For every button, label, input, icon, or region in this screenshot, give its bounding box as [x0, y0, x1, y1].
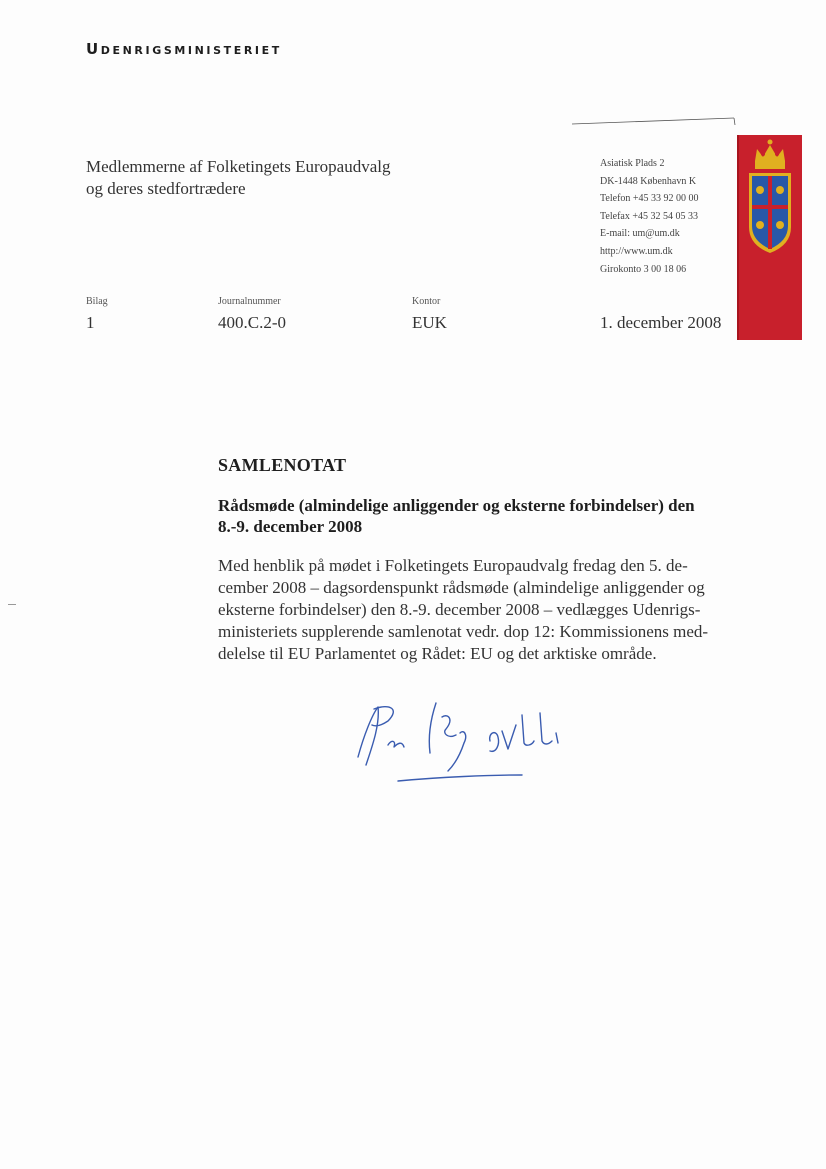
body-line: Med henblik på mødet i Folketingets Europaudvalg fredag den 5. de- [218, 556, 688, 575]
margin-mark [8, 604, 16, 605]
address-city: DK-1448 København K [600, 175, 697, 187]
subject-line: 8.-9. december 2008 [218, 517, 363, 536]
sender-address [600, 155, 699, 278]
recipient-line: Medlemmerne af Folketingets Europaudvalg [86, 157, 391, 176]
kontor-value: EUK [412, 313, 447, 332]
ministry-name: Udenrigsministeriet [86, 40, 282, 58]
address-street: Asiatisk Plads 2 [600, 158, 665, 169]
shield-icon [749, 173, 791, 253]
kontor-label: Kontor [412, 296, 441, 307]
body-line: cember 2008 – dagsordenspunkt rådsmøde (almindelige anliggender og [218, 578, 705, 597]
document-date: 1. december 2008 [600, 313, 722, 332]
body-line: delelse til EU Parlamentet og Rådet: EU og det arktiske område. [218, 644, 657, 663]
journal-value: 400.C.2-0 [218, 313, 286, 332]
address-email: E-mail: um@um.dk [600, 228, 680, 240]
address-web: http://www.um.dk [600, 245, 673, 257]
letterhead-rule [572, 117, 736, 125]
document-subject [218, 495, 738, 537]
document-title: SAMLENOTAT [218, 455, 347, 475]
recipient-block [86, 156, 391, 200]
bilag-value: 1 [86, 313, 95, 332]
address-giro: Girokonto 3 00 18 06 [600, 263, 687, 275]
coat-of-arms-banner [737, 135, 802, 340]
address-phone: Telefon +45 33 92 00 00 [600, 193, 699, 205]
bilag-label: Bilag [86, 296, 108, 307]
subject-line: Rådsmøde (almindelige anliggender og eksterne forbindelser) den [218, 496, 695, 515]
recipient-line: og deres stedfortrædere [86, 179, 246, 198]
journal-label: Journalnummer [218, 296, 281, 307]
body-line: eksterne forbindelser) den 8.-9. december 2008 – vedlægges Udenrigs- [218, 600, 701, 619]
handwritten-signature [350, 695, 570, 790]
body-paragraph [218, 555, 738, 665]
address-fax: Telefax +45 32 54 05 33 [600, 210, 698, 222]
body-line: ministeriets supplerende samlenotat vedr. dop 12: Kommissionens med- [218, 622, 709, 641]
